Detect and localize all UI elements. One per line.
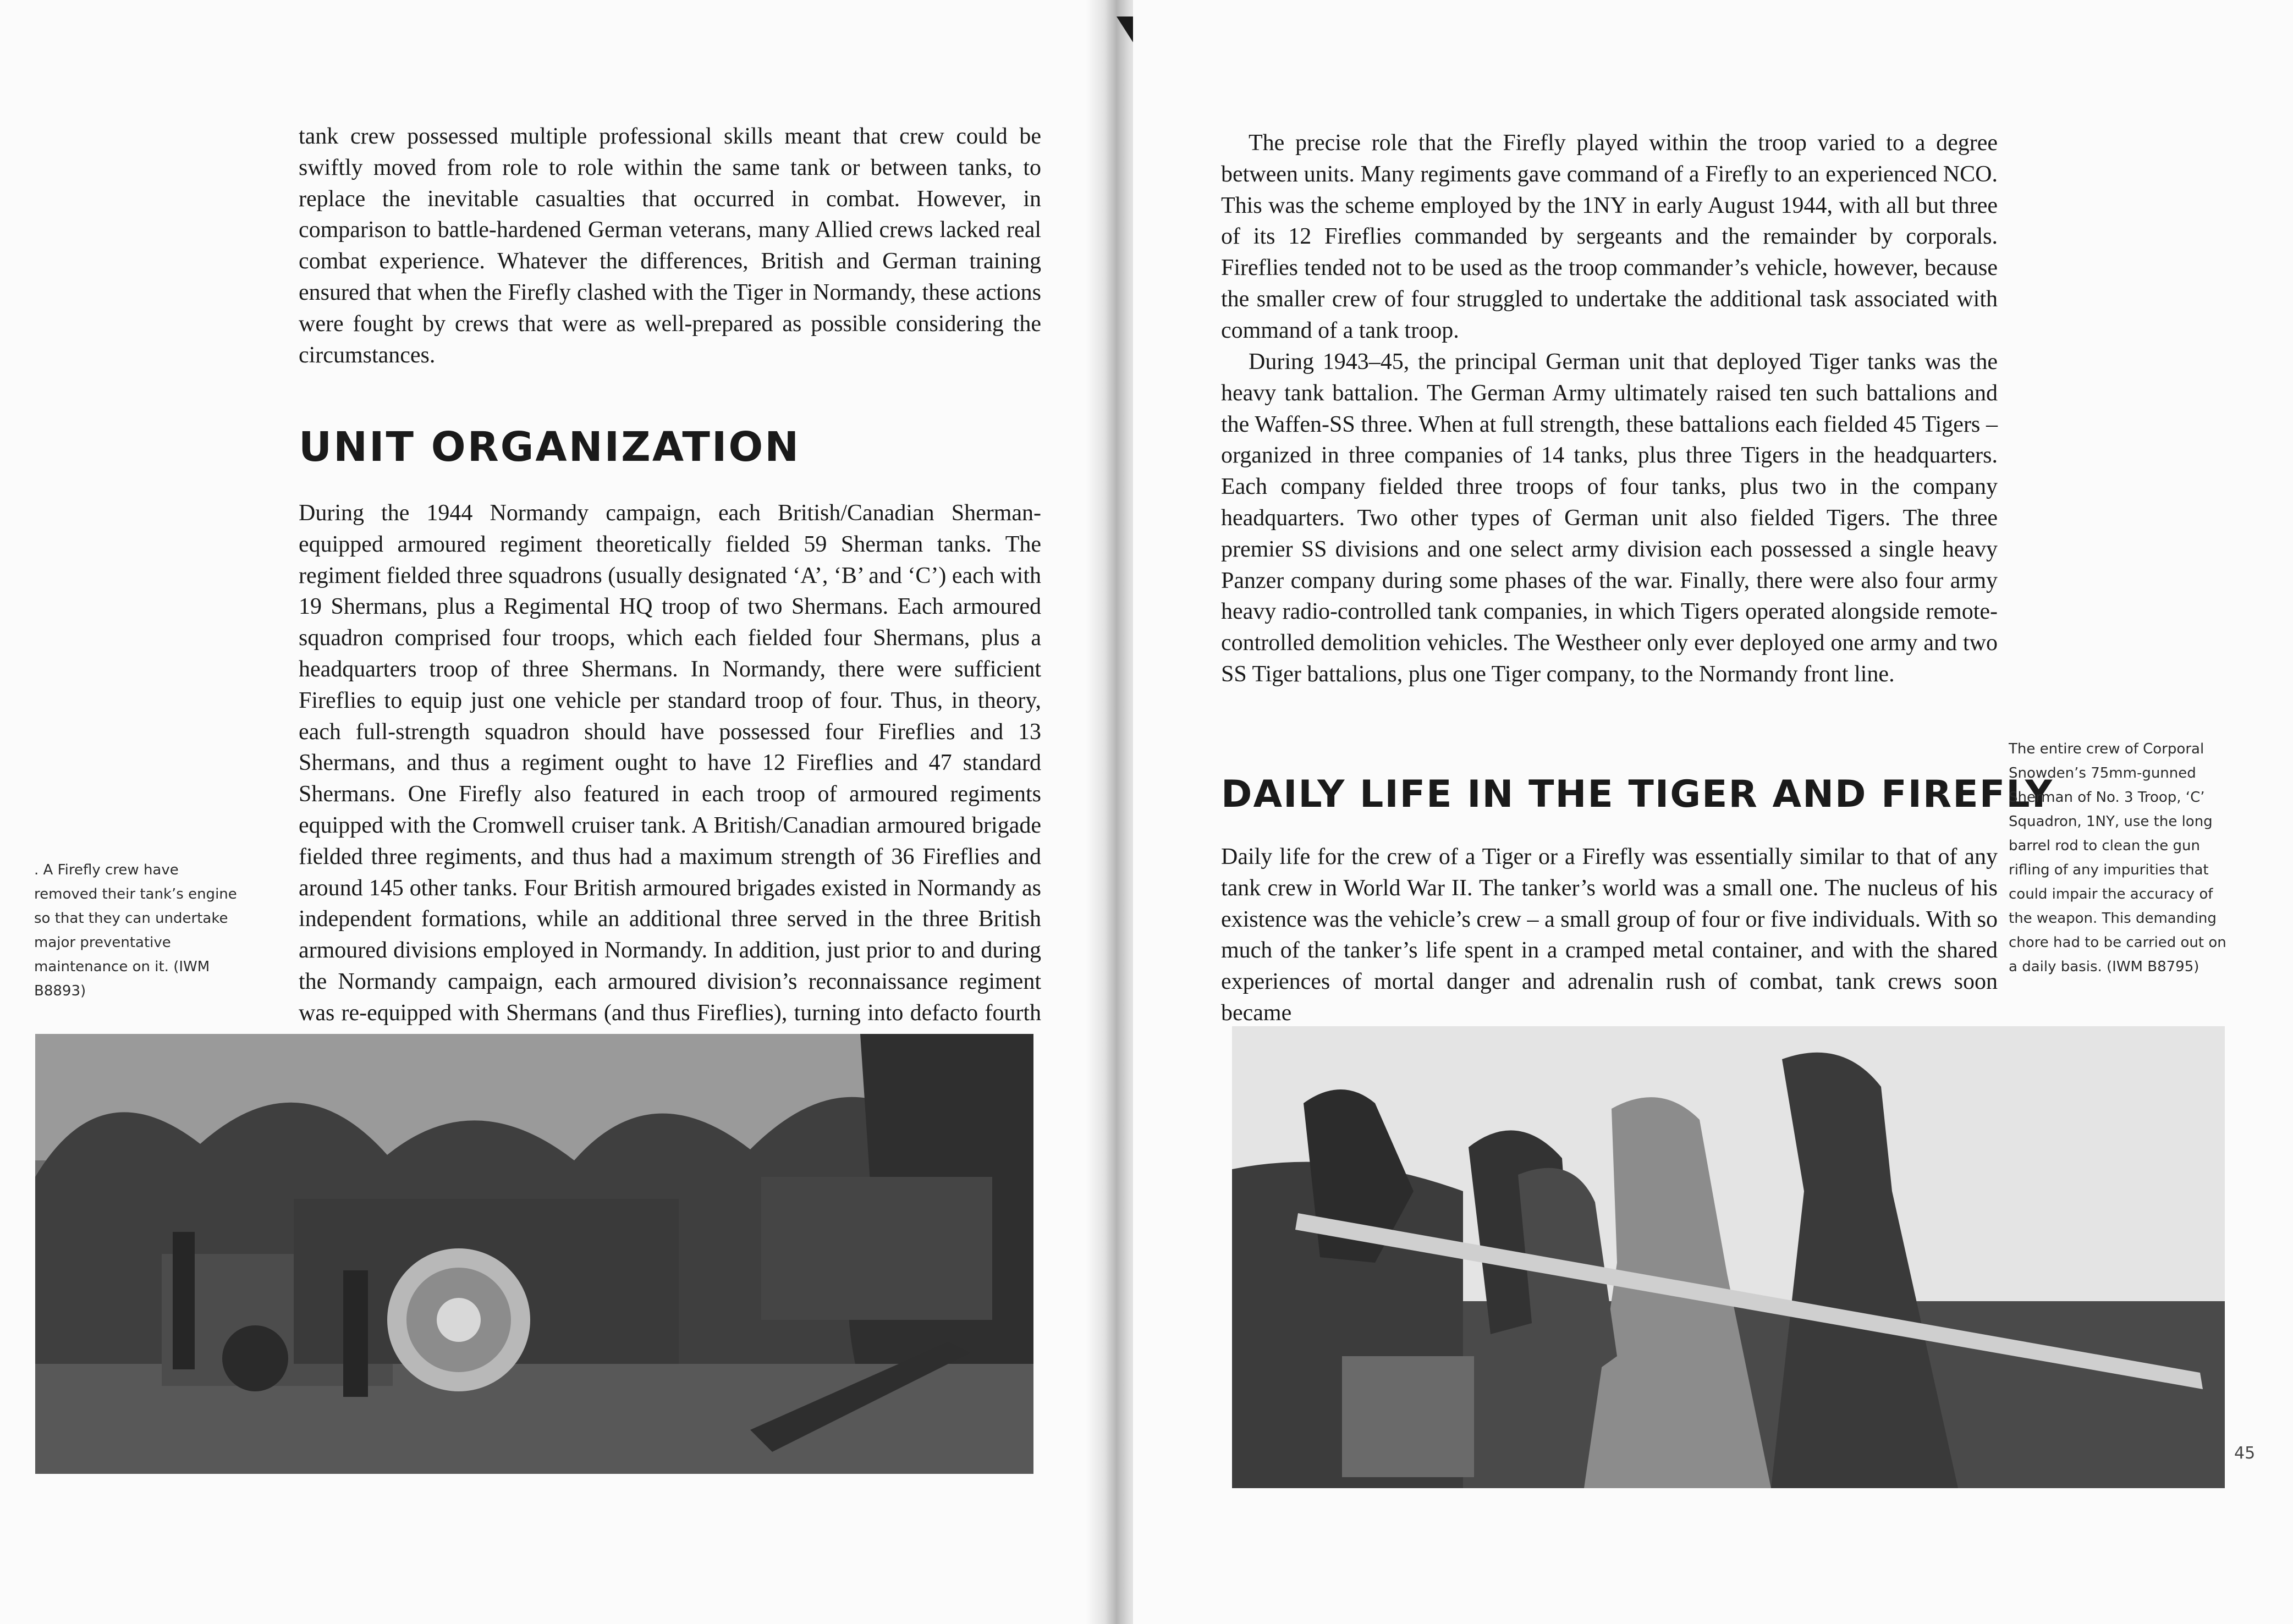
caption-crew-cleaning-barrel: The entire crew of Corporal Snowden’s 75mm-gunned Sherman of No. 3 Troop, ‘C’ Squadron, 1NY, use the long barrel rod to clean the gun rifling of any impurities that could impair the accuracy of the weapon. This demanding chore had to be carried out on a daily basis. (IWM B8795) [2009,741,2226,975]
right-page [1133,0,2293,1624]
heading-unit-organization: UNIT ORGANIZATION [299,423,801,471]
caption-firefly-engine: . A Firefly crew have removed their tank’s engine so that they can undertake major preventative maintenance on it. (IWM B8893) [34,862,237,999]
paragraph-german-units: During 1943–45, the principal German unit that deployed Tiger tanks was the heavy tank battalion. The German Army ultimately raised ten such battalions and the Waffen-SS three. When at full strength, these battalions each fielded 45 Tigers – organized in three companies of 14 tanks, plus three Tigers in the headquarters. Each company fielded three troops of four tanks, plus two in the company headquarters. Two other types of German unit also fielded Tigers. The three premier SS divisions and one select army division each possessed a single heavy Panzer company during some phases of the war. Finally, there were also four army heavy radio-controlled tank companies, in which Tigers operated alongside remote-controlled demolition vehicles. The Westheer only ever deployed one army and two SS Tiger battalions, plus one Tiger company, to the Normandy front line. [1221,349,1998,687]
page-number: 45 [2234,1444,2256,1463]
photo-crew-cleaning-barrel [1232,1026,2225,1488]
left-page [0,0,1103,1624]
paragraph-firefly-role: The precise role that the Firefly played within the troop varied to a degree between units. Many regiments gave command of a Firefly to an experienced NCO. This was the scheme employed by the 1NY in early August 1944, with all but three of its 12 Fireflies commanded by sergeants and the remainder by corporals. Fireflies tended not to be used as the troop commander’s vehicle, however, because the smaller crew of four struggled to undertake the additional task associated with command of a tank troop. [1221,130,1998,343]
paragraph-daily-life: Daily life for the crew of a Tiger or a Firefly was essentially similar to that of any tank crew in World War II. The tanker’s world was a small one. The nucleus of his existence was the vehicle’s crew – a small group of four or five individuals. With so much of the tanker’s life spent in a cramped metal container, and with the shared experiences of mortal danger and adrenalin rush of combat, tank crews soon became [1221,844,1998,1026]
heading-daily-life: DAILY LIFE IN THE TIGER AND FIREFLY [1221,773,2054,816]
paragraph-unit-organization: During the 1944 Normandy campaign, each British/Canadian Sherman-equipped armoured regiment theoretically fielded 59 Sherman tanks. The regiment fielded three squadrons (usually designated ‘A’, ‘B’ and ‘C’) each with 19 Shermans, plus a Regimental HQ troop of two Shermans. Each armoured squadron comprised four troops, which each fielded four Shermans, plus a headquarters troop of three Shermans. In Normandy, there were sufficient Fireflies to equip just one vehicle per standard troop of four. Thus, in theory, each full-strength squadron should have possessed four Fireflies and 13 Shermans, and thus a regiment ought to have 12 Fireflies and 47 standard Shermans. One Firefly also featured in each troop of armoured regiments equipped with the Cromwell cruiser tank. A British/Canadian armoured brigade fielded three regiments, and thus had a maximum strength of 36 Fireflies and around 145 other tanks. Four British armoured brigades existed in Normandy as independent formations, while an additional three served in the three British armoured divisions employed in Normandy. In addition, just prior to and during the Normandy campaign, each armoured division’s reconnaissance regiment was re-equipped with Shermans (and thus Fireflies), turning into defacto fourth [299,500,1041,1026]
photo-firefly-maintenance [35,1034,1033,1474]
paragraph-training-conclusion: tank crew possessed multiple professional skills meant that crew could be swiftly moved from role to role within the same tank or between tanks, to replace the inevitable casualties that occurred in combat. However, in comparison to battle-hardened German veterans, many Allied crews lacked real combat experience. Whatever the differences, British and German training ensured that when the Firefly clashed with the Tiger in Normandy, these actions were fought by crews that were as well-prepared as possible considering the circumstances. [299,124,1041,368]
